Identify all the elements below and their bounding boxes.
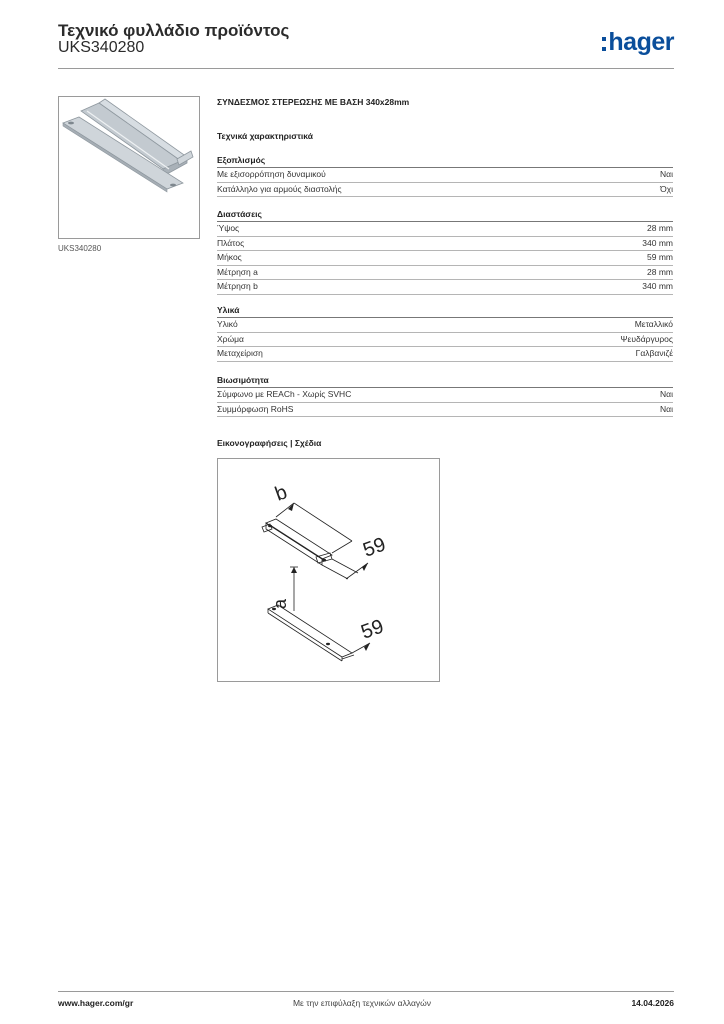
spec-row: [217, 403, 673, 418]
spec-value: 340 mm: [642, 281, 673, 291]
spec-row: [217, 251, 673, 266]
spec-label: Μεταχείριση: [217, 348, 263, 358]
product-name: ΣΥΝΔΕΣΜΟΣ ΣΤΕΡΕΩΣΗΣ ΜΕ ΒΑΣΗ 340x28mm: [217, 97, 410, 107]
spec-value: 59 mm: [647, 252, 673, 262]
product-code: UKS340280: [58, 39, 145, 56]
section-title: Εξοπλισμός: [217, 154, 673, 168]
spec-value: 28 mm: [647, 266, 673, 277]
spec-label: Μέτρηση b: [217, 281, 258, 291]
spec-row: [217, 347, 673, 362]
dimension-label-b: b: [272, 481, 291, 506]
logo-text: hager: [608, 28, 674, 56]
spec-label: Με εξισορρόπηση δυναμικού: [217, 169, 326, 179]
spec-label: Πλάτος: [217, 237, 245, 248]
spec-row: [217, 266, 673, 281]
footer-website-link[interactable]: www.hager.com/gr: [58, 998, 134, 1008]
footer-divider: [58, 991, 674, 992]
spec-row: [217, 168, 673, 183]
dimension-label-59-top: 59: [360, 533, 389, 562]
spec-label: Σύμφωνο με REACh - Χωρίς SVHC: [217, 389, 352, 399]
image-caption: UKS340280: [58, 244, 102, 253]
dimension-label-59-bottom: 59: [358, 615, 387, 644]
section-sustainability: [217, 374, 673, 417]
product-specs: [217, 96, 673, 414]
spec-row: [217, 222, 673, 237]
page-header: [58, 20, 674, 68]
spec-value: Ναι: [660, 403, 673, 414]
spec-value: Γαλβανιζέ: [635, 348, 673, 358]
spec-row: [217, 237, 673, 252]
bracket-photo-icon: [59, 97, 201, 240]
spec-row: [217, 333, 673, 348]
tech-characteristics-heading: Τεχνικά χαρακτηριστικά: [217, 131, 313, 141]
hager-logo: [602, 28, 674, 56]
spec-row: [217, 280, 673, 295]
spec-value: Ψευδάργυρος: [620, 333, 673, 344]
spec-value: 340 mm: [642, 237, 673, 248]
technical-drawing: [217, 458, 440, 682]
spec-label: Μήκος: [217, 252, 242, 262]
section-title: Υλικά: [217, 304, 673, 318]
spec-value: Ναι: [660, 389, 673, 399]
logo-dots-icon: [602, 37, 606, 51]
drawings-heading: Εικονογραφήσεις | Σχέδια: [217, 438, 322, 448]
spec-label: Χρώμα: [217, 333, 244, 344]
spec-value: 28 mm: [647, 223, 673, 233]
spec-row: [217, 388, 673, 403]
section-title: Διαστάσεις: [217, 208, 673, 222]
spec-label: Μέτρηση a: [217, 266, 258, 277]
spec-row: [217, 183, 673, 198]
spec-label: Ύψος: [217, 223, 240, 233]
spec-label: Κατάλληλο για αρμούς διαστολής: [217, 183, 342, 194]
section-equipment: [217, 154, 673, 197]
section-dimensions: [217, 208, 673, 295]
section-title: Βιωσιμότητα: [217, 374, 673, 388]
section-materials: [217, 304, 673, 362]
spec-label: Υλικό: [217, 319, 238, 329]
spec-value: Μεταλλικό: [634, 319, 673, 329]
footer-date: 14.04.2026: [631, 998, 674, 1008]
header-divider: [58, 68, 674, 69]
dimension-label-a: a: [270, 598, 290, 609]
spec-label: Συμμόρφωση RoHS: [217, 403, 294, 414]
spec-row: [217, 318, 673, 333]
product-image: [58, 96, 200, 239]
footer-notice: Με την επιφύλαξη τεχνικών αλλαγών: [292, 998, 432, 1008]
spec-value: Όχι: [660, 183, 673, 194]
bracket-dimension-drawing-icon: [218, 459, 441, 683]
document-title: Τεχνικό φυλλάδιο προϊόντος: [58, 21, 290, 40]
spec-value: Ναι: [660, 169, 673, 179]
